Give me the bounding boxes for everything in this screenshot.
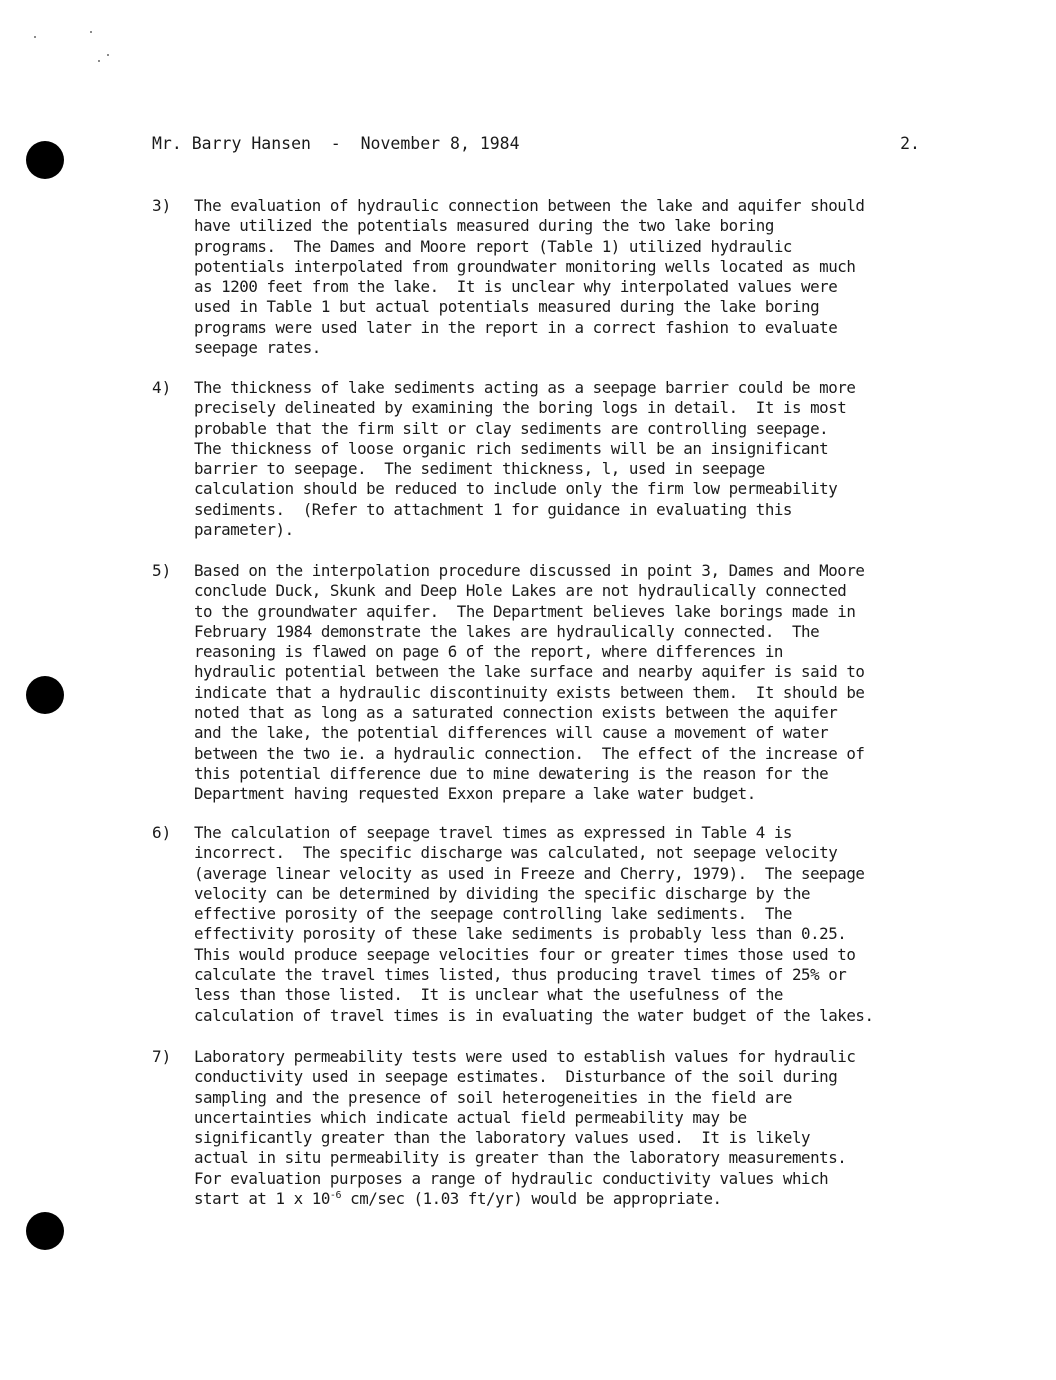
text-line: probable that the firm silt or clay sediments are controlling seepage. (194, 418, 829, 438)
punch-hole-bottom (26, 1212, 64, 1250)
text-line: The thickness of lake sediments acting as a seepage barrier could be more (194, 378, 856, 397)
item-text (194, 378, 855, 540)
text-line-with-exponent (194, 1189, 855, 1209)
text-line: conductivity used in seepage estimates. Disturbance of the soil during (194, 1067, 838, 1087)
scan-speck (34, 36, 36, 38)
text-line: noted that as long as a saturated connection exists between the aquifer (194, 703, 838, 723)
text-line: The calculation of seepage travel times as expressed in Table 4 is (194, 823, 792, 842)
text-segment: cm/sec (1.03 ft/yr) would be appropriate. (341, 1189, 722, 1209)
scan-speck (107, 54, 109, 56)
item-text (194, 196, 864, 358)
text-line: Laboratory permeability tests were used to establish values for hydraulic (194, 1047, 856, 1066)
text-line: This would produce seepage velocities four or greater times those used to (194, 944, 856, 964)
text-line: effective porosity of the seepage controlling lake sediments. The (194, 904, 792, 924)
text-line: potentials interpolated from groundwater monitoring wells located as much (194, 256, 856, 276)
scan-speck (90, 31, 92, 33)
text-line: to the groundwater aquifer. The Department believes lake borings made in (194, 601, 856, 621)
text-line: The thickness of loose organic rich sediments will be an insignificant (194, 438, 829, 458)
text-line: uncertainties which indicate actual field permeability may be (194, 1107, 747, 1127)
item-text (194, 1047, 855, 1209)
exponent: -6 (329, 1190, 342, 1202)
text-line: this potential difference due to mine dewatering is the reason for the (194, 763, 829, 783)
text-line: velocity can be determined by dividing the specific discharge by the (194, 883, 811, 903)
punch-hole-middle (26, 676, 64, 714)
item-number: 7) (152, 1047, 172, 1066)
page-number: 2. (900, 134, 920, 153)
text-line: indicate that a hydraulic discontinuity exists between them. It should be (194, 682, 865, 702)
text-line: February 1984 demonstrate the lakes are hydraulically connected. The (194, 621, 820, 641)
text-line: between the two ie. a hydraulic connection. The effect of the increase of (194, 743, 865, 763)
text-line: incorrect. The specific discharge was calculated, not seepage velocity (194, 843, 838, 863)
text-line: programs were used later in the report in a correct fashion to evaluate (194, 317, 838, 337)
text-line: as 1200 feet from the lake. It is unclear why interpolated values were (194, 277, 838, 297)
text-line: conclude Duck, Skunk and Deep Hole Lakes are not hydraulically connected (194, 581, 847, 601)
text-line: seepage rates. (194, 338, 321, 358)
item-number: 5) (152, 561, 172, 580)
text-line: less than those listed. It is unclear what the usefulness of the (194, 985, 783, 1005)
text-line: parameter). (194, 520, 294, 540)
text-line: actual in situ permeability is greater than the laboratory measurements. (194, 1148, 847, 1168)
text-line: used in Table 1 but actual potentials measured during the lake boring (194, 297, 820, 317)
text-line: precisely delineated by examining the boring logs in detail. It is most (194, 398, 847, 418)
item-text (194, 561, 864, 805)
text-line: hydraulic potential between the lake surface and nearby aquifer is said to (194, 662, 865, 682)
text-line: sediments. (Refer to attachment 1 for guidance in evaluating this (194, 499, 792, 519)
text-line: effectivity porosity of these lake sediments is probably less than 0.25. (194, 924, 847, 944)
item-text (194, 823, 874, 1026)
punch-hole-top (26, 141, 64, 179)
text-line: reasoning is flawed on page 6 of the report, where differences in (194, 642, 783, 662)
item-number: 3) (152, 196, 172, 215)
recipient-and-date: Mr. Barry Hansen - November 8, 1984 (152, 134, 520, 153)
text-line: programs. The Dames and Moore report (Table 1) utilized hydraulic (194, 236, 792, 256)
text-line: calculate the travel times listed, thus producing travel times of 25% or (194, 965, 847, 985)
item-number: 6) (152, 823, 172, 842)
text-line: and the lake, the potential differences will cause a movement of water (194, 723, 829, 743)
page-header (152, 133, 920, 157)
text-line: calculation of travel times is in evaluating the water budget of the lakes. (194, 1005, 874, 1025)
text-line: (average linear velocity as used in Freeze and Cherry, 1979). The seepage (194, 863, 865, 883)
text-line: calculation should be reduced to include only the firm low permeability (194, 479, 838, 499)
text-line: have utilized the potentials measured during the two lake boring (194, 216, 774, 236)
text-line: Based on the interpolation procedure discussed in point 3, Dames and Moore (194, 561, 865, 580)
text-line: barrier to seepage. The sediment thickness, l, used in seepage (194, 459, 765, 479)
text-line: sampling and the presence of soil heterogeneities in the field are (194, 1087, 792, 1107)
scan-speck (98, 60, 100, 62)
text-line: significantly greater than the laboratory values used. It is likely (194, 1128, 811, 1148)
text-segment: start at 1 x 10 (194, 1189, 330, 1209)
text-line: The evaluation of hydraulic connection between the lake and aquifer should (194, 196, 865, 215)
text-line: For evaluation purposes a range of hydraulic conductivity values which (194, 1168, 829, 1188)
text-line: Department having requested Exxon prepare a lake water budget. (194, 784, 756, 804)
item-number: 4) (152, 378, 172, 397)
